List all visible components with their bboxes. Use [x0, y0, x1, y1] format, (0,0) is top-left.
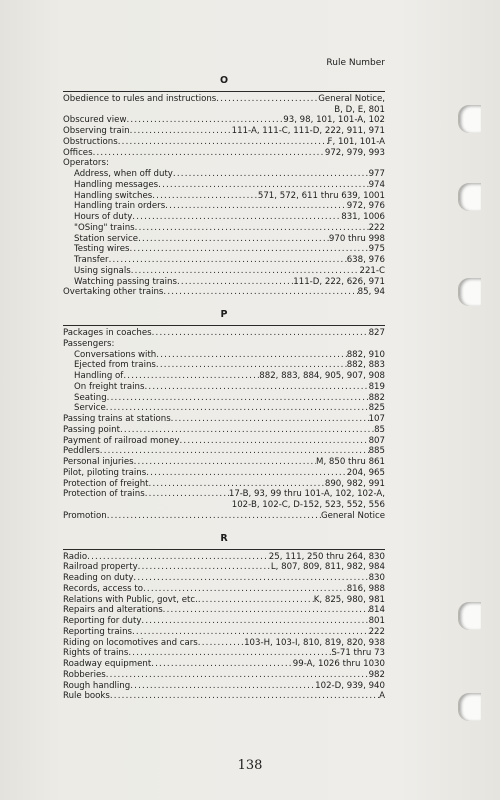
dot-leader: [198, 595, 314, 606]
entry-term: Radio: [63, 551, 88, 562]
column-header: Rule Number: [326, 58, 385, 68]
index-entry: [63, 436, 385, 447]
entry-rule-numbers: L, 807, 809, 811, 982, 984: [270, 562, 385, 573]
dot-leader: [133, 573, 368, 584]
dot-leader: [109, 255, 347, 266]
index-entry: [63, 584, 385, 595]
entry-term: Reading on duty: [63, 573, 134, 583]
dot-leader: [152, 191, 258, 202]
entry-term: On freight trains: [74, 381, 145, 392]
binder-hole: [458, 183, 481, 211]
dot-leader: [120, 425, 374, 436]
dot-leader: [179, 436, 368, 447]
index-subentry: [63, 234, 385, 245]
entry-term: Ejected from trains: [74, 360, 156, 371]
dot-leader: [171, 414, 369, 425]
index-subentry: [63, 277, 385, 288]
entry-term: Records, access to: [63, 583, 143, 594]
index-subentry: [63, 350, 385, 361]
dot-leader: [110, 691, 379, 702]
index-entry-continuation: B, D, E, 801: [334, 104, 385, 115]
dot-leader: [132, 212, 341, 223]
index-subentry: [63, 244, 385, 255]
index-subentry: [63, 223, 385, 234]
index-content: [63, 58, 385, 702]
entry-rule-numbers: S-71 thru 73: [331, 648, 385, 659]
entry-term: Station service: [74, 233, 139, 244]
entry-rule-numbers: 807: [368, 435, 385, 446]
dot-leader: [144, 382, 368, 393]
index-entry: [63, 287, 385, 298]
entry-term: Service: [74, 403, 106, 414]
entry-rule-numbers: M, 850 thru 861: [316, 457, 385, 467]
entry-rule-numbers: 882, 883: [346, 360, 385, 371]
index-entry: [63, 691, 385, 702]
entry-term: Robberies: [63, 669, 106, 680]
entry-term: Rights of trains: [63, 648, 129, 659]
dot-leader: [156, 360, 347, 371]
index-subentry: [63, 382, 385, 393]
dot-leader: [107, 511, 321, 522]
entry-rule-numbers: 85: [374, 424, 385, 435]
entry-rule-numbers: 977: [368, 169, 385, 179]
dot-leader: [126, 115, 283, 126]
entry-rule-numbers: 222: [368, 222, 385, 233]
index-entry: [63, 648, 385, 659]
entry-term: Passing trains at stations: [63, 414, 171, 424]
entry-rule-numbers: 830: [368, 573, 385, 583]
entry-term: Obscured view: [63, 115, 127, 126]
index-entry: [63, 158, 385, 169]
dot-leader: [123, 371, 259, 382]
dot-leader: [173, 169, 369, 180]
binder-hole: [458, 105, 481, 133]
dot-leader: [163, 287, 357, 298]
index-subentry: [63, 191, 385, 202]
index-subentry: [63, 393, 385, 404]
entry-rule-numbers: 204, 965: [346, 467, 385, 478]
entry-term: Railroad property: [63, 562, 138, 573]
dot-leader: [143, 584, 347, 595]
entry-term: Seating: [74, 392, 107, 403]
index-entry: [63, 148, 385, 159]
dot-leader: [134, 457, 316, 468]
entry-rule-numbers: 816, 988: [346, 583, 385, 594]
entry-rule-numbers: 970 thru 998: [328, 233, 385, 244]
index-subentry: [63, 371, 385, 382]
entry-term: Using signals: [74, 265, 131, 276]
entry-rule-numbers: 982: [368, 669, 385, 680]
entry-term: "OSing" trains: [74, 222, 135, 233]
entry-rule-numbers: 111-A, 111-C, 111-D, 222, 911, 971: [231, 126, 385, 136]
dot-leader: [130, 126, 232, 137]
entry-term: Riding on locomotives and cars: [63, 637, 198, 648]
entry-term: Protection of freight: [63, 478, 149, 489]
index-subentry: [63, 403, 385, 414]
index-entry: [63, 328, 385, 339]
entry-term: Reporting for duty: [63, 616, 142, 626]
entry-rule-numbers: 972, 976: [346, 201, 385, 212]
index-entry: [63, 94, 385, 105]
entry-term: Overtaking other trains: [63, 287, 164, 298]
page-number: 138: [237, 758, 263, 773]
dot-leader: [106, 403, 369, 414]
index-entry: [63, 339, 385, 350]
entry-rule-numbers: 17-B, 93, 99 thru 101-A, 102, 102-A,: [228, 489, 385, 500]
entry-term: Rule books: [63, 691, 110, 702]
entry-rule-numbers: F, 101, 101-A: [327, 136, 385, 147]
entry-term: Obedience to rules and instructions: [63, 93, 217, 104]
entry-rule-numbers: 221-C: [359, 265, 385, 276]
index-entry: [63, 605, 385, 616]
dot-leader: [216, 94, 318, 105]
entry-rule-numbers: 885: [368, 446, 385, 457]
entry-term: Handling of: [74, 371, 124, 381]
dot-leader: [130, 681, 315, 692]
dot-leader: [87, 552, 269, 563]
entry-rule-numbers: 882, 883, 884, 905, 907, 908: [259, 371, 385, 381]
entry-term: Transfer: [74, 255, 109, 265]
dot-leader: [128, 648, 331, 659]
dot-leader: [107, 393, 369, 404]
index-subentry: [63, 180, 385, 191]
index-entry: [63, 137, 385, 148]
dot-leader: [118, 137, 328, 148]
index-entry: [63, 446, 385, 457]
index-subentry: [63, 360, 385, 371]
entry-term: Passengers:: [63, 338, 115, 349]
section-gap: [63, 298, 385, 307]
index-entry: [63, 489, 385, 500]
dot-leader: [141, 616, 368, 627]
entry-term: Handling switches: [74, 190, 153, 201]
index-subentry: [63, 255, 385, 266]
index-entry: [63, 573, 385, 584]
entry-rule-numbers: 102-D, 939, 940: [315, 680, 385, 691]
dot-leader: [151, 659, 293, 670]
dot-leader: [100, 446, 369, 457]
entry-rule-numbers: K, 825, 980, 981: [313, 594, 385, 605]
dot-leader: [106, 670, 369, 681]
entry-term: Conversations with: [74, 349, 157, 360]
entry-rule-numbers: 571, 572, 611 thru 639, 1001: [257, 190, 385, 201]
dot-leader: [138, 562, 271, 573]
section-gap: [63, 522, 385, 531]
dot-leader: [198, 638, 244, 649]
entry-rule-numbers: 93, 98, 101, 101-A, 102: [283, 115, 385, 126]
entry-rule-numbers: 974: [368, 179, 385, 190]
dot-leader: [163, 605, 369, 616]
section-rule: [63, 91, 385, 92]
entry-term: Repairs and alterations: [63, 605, 163, 616]
entry-term: Passing point: [63, 424, 120, 435]
index-subentry: [63, 266, 385, 277]
dot-leader: [165, 201, 347, 212]
index-subentry: [63, 212, 385, 223]
entry-rule-numbers: 99-A, 1026 thru 1030: [292, 659, 385, 669]
entry-rule-numbers: 831, 1006: [341, 212, 385, 222]
index-entry: [63, 425, 385, 436]
binder-hole: [458, 693, 481, 721]
entry-term: Offices: [63, 147, 93, 158]
dot-leader: [145, 489, 229, 500]
entry-rule-numbers: 827: [368, 328, 385, 338]
entry-term: Observing train: [63, 126, 130, 136]
entry-rule-numbers: 103-H, 103-I, 810, 819, 820, 938: [244, 637, 385, 648]
entry-rule-numbers: General Notice,: [318, 93, 385, 104]
entry-rule-numbers: 972, 979, 993: [324, 147, 385, 158]
index-entry: [63, 115, 385, 126]
index-entry: [63, 681, 385, 692]
entry-rule-numbers: 882, 910: [346, 349, 385, 360]
entry-rule-numbers: 975: [368, 244, 385, 255]
section-rule: [63, 325, 385, 326]
entry-rule-numbers: 814: [368, 605, 385, 616]
entry-rule-numbers: 25, 111, 250 thru 264, 830: [268, 551, 385, 562]
entry-rule-numbers: 801: [368, 616, 385, 626]
index-entry: [63, 468, 385, 479]
dot-leader: [146, 468, 347, 479]
index-entry: [63, 616, 385, 627]
index-subentry: [63, 201, 385, 212]
binder-holes: [458, 0, 488, 800]
index-entry: [63, 126, 385, 137]
index-entry: [63, 479, 385, 490]
entry-term: Personal injuries: [63, 457, 134, 467]
dot-leader: [131, 266, 360, 277]
entry-rule-numbers: 85, 94: [357, 287, 385, 298]
dot-leader: [132, 627, 369, 638]
dot-leader: [149, 479, 325, 490]
section-rule: [63, 549, 385, 550]
entry-term: Protection of trains: [63, 489, 145, 500]
binder-hole: [458, 278, 481, 306]
index-entry: [63, 457, 385, 468]
dot-leader: [152, 328, 369, 339]
entry-term: Obstructions: [63, 136, 118, 147]
index-entry: [63, 627, 385, 638]
entry-rule-numbers: 222: [368, 626, 385, 637]
entry-rule-numbers: 107: [368, 414, 385, 424]
dot-leader: [138, 234, 329, 245]
entry-term: Packages in coaches: [63, 328, 152, 338]
section-letter: R: [220, 532, 228, 544]
entry-rule-numbers: 638, 976: [346, 255, 385, 265]
entry-rule-numbers: A: [379, 691, 385, 702]
index-entry: [63, 552, 385, 563]
dot-leader: [156, 350, 346, 361]
index-entry: [63, 638, 385, 649]
dot-leader: [93, 148, 325, 159]
index-entry: [63, 595, 385, 606]
index-entry: [63, 562, 385, 573]
entry-term: Relations with Public, govt, etc.: [63, 594, 198, 605]
entry-rule-numbers: General Notice: [320, 510, 385, 521]
entry-term: Pilot, piloting trains: [63, 467, 147, 478]
entry-term: Rough handling: [63, 680, 131, 691]
index-subentry: [63, 169, 385, 180]
entry-rule-numbers: 825: [368, 403, 385, 414]
entry-term: Reporting trains: [63, 626, 132, 637]
entry-term: Operators:: [63, 158, 109, 169]
section-letter: P: [220, 309, 228, 320]
binder-hole: [458, 602, 481, 630]
entry-term: Address, when off duty: [74, 169, 173, 179]
entry-rule-numbers: 882: [368, 392, 385, 403]
entry-term: Promotion: [63, 510, 107, 521]
entry-term: Peddlers: [63, 446, 100, 457]
index-entry-continuation: 102-B, 102-C, D-152, 523, 552, 556: [231, 500, 385, 510]
entry-term: Hours of duty: [74, 212, 133, 222]
index-entry: [63, 511, 385, 522]
index-entry: [63, 414, 385, 425]
dot-leader: [177, 277, 293, 288]
entry-rule-numbers: 819: [368, 381, 385, 392]
entry-term: Handling train orders: [74, 201, 166, 212]
section-letter: O: [219, 74, 229, 86]
dot-leader: [158, 180, 368, 191]
dot-leader: [129, 244, 368, 255]
entry-term: Handling messages: [74, 179, 159, 190]
entry-rule-numbers: 111-D, 222, 626, 971: [293, 276, 385, 287]
entry-rule-numbers: 890, 982, 991: [324, 478, 385, 489]
entry-term: Payment of railroad money: [63, 435, 180, 446]
dot-leader: [135, 223, 369, 234]
index-entry: [63, 659, 385, 670]
entry-term: Testing wires: [74, 244, 130, 255]
entry-term: Roadway equipment: [63, 659, 152, 669]
index-entry: [63, 670, 385, 681]
entry-term: Watching passing trains: [74, 276, 177, 287]
